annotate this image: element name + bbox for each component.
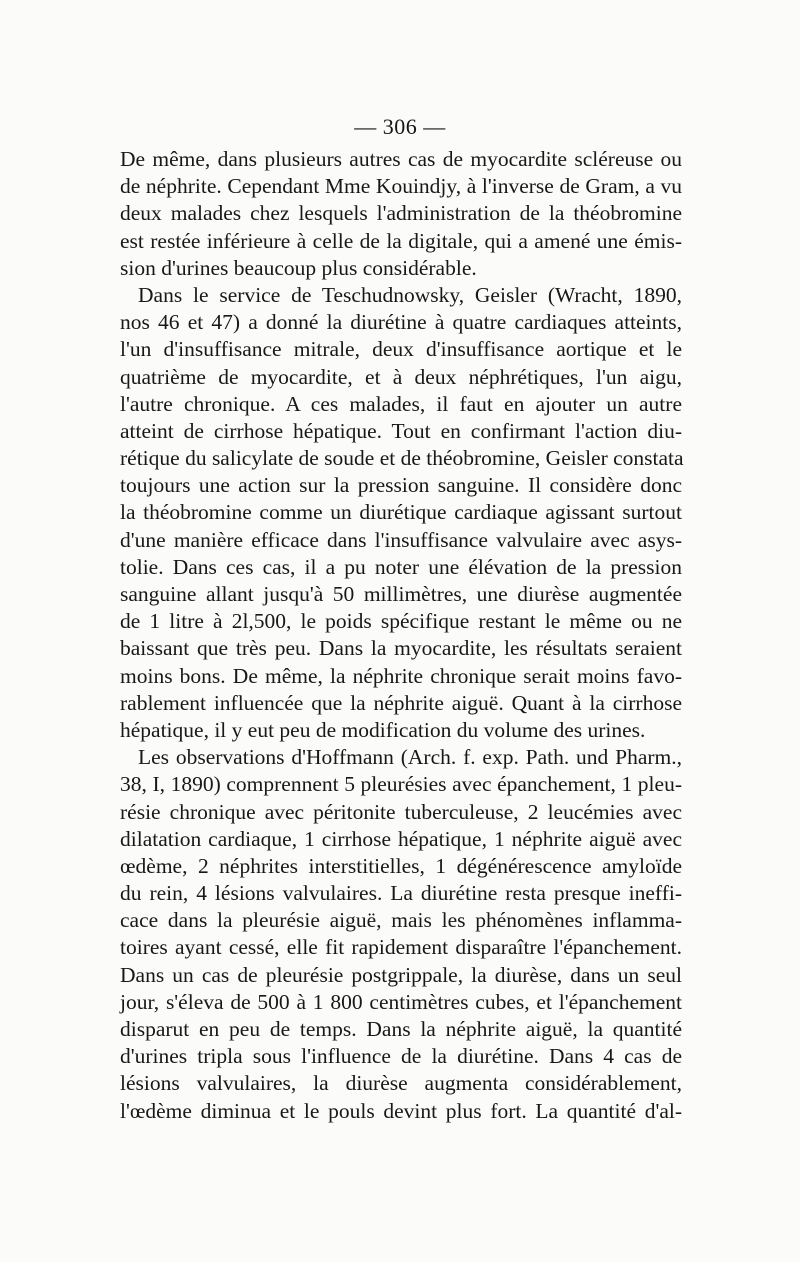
text-line: hépatique, il y eut peu de modification du volume des urines.: [120, 717, 646, 742]
text-line: de 1 litre à 2l,500, le poids spécifique restant le même ou ne: [120, 609, 682, 634]
text-line: Les observations d'Hoffmann (Arch. f. exp. Path. und Pharm.,: [138, 745, 682, 770]
text-line: Dans un cas de pleurésie postgrippale, la diurèse, dans un seul: [120, 962, 682, 987]
text-line: rétique du salicylate de soude et de théobromine, Geisler constata: [120, 446, 684, 471]
text-line: moins bons. De même, la néphrite chronique serait moins favo-: [120, 663, 682, 688]
text-line: l'œdème diminua et le pouls devint plus fort. La quantité d'al-: [120, 1098, 682, 1123]
text-line: la théobromine comme un diurétique cardiaque agissant surtout: [120, 500, 682, 525]
text-line: jour, s'éleva de 500 à 1 800 centimètres cubes, et l'épanchement: [120, 989, 682, 1014]
text-line: De même, dans plusieurs autres cas de myocardite scléreuse ou: [120, 147, 682, 171]
text-line: quatrième de myocardite, et à deux néphrétiques, l'un aigu,: [120, 364, 682, 389]
text-line: lésions valvulaires, la diurèse augmenta considérablement,: [120, 1071, 682, 1096]
text-line: deux malades chez lesquels l'administration de la théobromine: [120, 201, 682, 226]
text-line: rablement influencée que la néphrite aiguë. Quant à la cirrhose: [120, 690, 682, 715]
text-line: d'une manière efficace dans l'insuffisance valvulaire avec asys-: [120, 527, 682, 552]
text-line: l'autre chronique. A ces malades, il faut en ajouter un autre: [120, 391, 682, 416]
text-line: est restée inférieure à celle de la digitale, qui a amené une émis-: [120, 228, 682, 253]
text-line: toires ayant cessé, elle fit rapidement disparaître l'épanchement.: [120, 935, 682, 960]
text-line: 38, I, 1890) comprennent 5 pleurésies avec épanchement, 1 pleu-: [120, 772, 682, 797]
text-line: de néphrite. Cependant Mme Kouindjy, à l'inverse de Gram, a vu: [120, 174, 682, 199]
text-line: cace dans la pleurésie aiguë, mais les phénomènes inflamma-: [120, 908, 682, 933]
text-line: sion d'urines beaucoup plus considérable.: [120, 255, 477, 280]
text-line: l'un d'insuffisance mitrale, deux d'insuffisance aortique et le: [120, 337, 682, 362]
text-line: disparut en peu de temps. Dans la néphrite aiguë, la quantité: [120, 1017, 682, 1041]
text-line: toujours une action sur la pression sanguine. Il considère donc: [120, 473, 682, 498]
text-line: sanguine allant jusqu'à 50 millimètres, une diurèse augmentée: [120, 582, 682, 606]
text-line: atteint de cirrhose hépatique. Tout en confirmant l'action diu-: [120, 418, 682, 443]
text-line: tolie. Dans ces cas, il a pu noter une élévation de la pression: [120, 554, 682, 579]
text-line: baissant que très peu. Dans la myocardite, les résultats seraient: [120, 636, 682, 661]
body-text: [120, 146, 682, 1125]
text-line: nos 46 et 47) a donné la diurétine à quatre cardiaques atteints,: [120, 310, 682, 335]
page-number: — 306 —: [354, 114, 446, 139]
text-line: Dans le service de Teschudnowsky, Geisler (Wracht, 1890,: [138, 282, 682, 307]
text-line: dilatation cardiaque, 1 cirrhose hépatique, 1 néphrite aiguë avec: [120, 826, 682, 851]
text-line: du rein, 4 lésions valvulaires. La diurétine resta presque ineffi-: [120, 881, 682, 906]
text-line: résie chronique avec péritonite tuberculeuse, 2 leucémies avec: [120, 799, 682, 824]
text-line: d'urines tripla sous l'influence de la diurétine. Dans 4 cas de: [120, 1044, 682, 1069]
text-line: œdème, 2 néphrites interstitielles, 1 dégénérescence amyloïde: [120, 853, 682, 878]
